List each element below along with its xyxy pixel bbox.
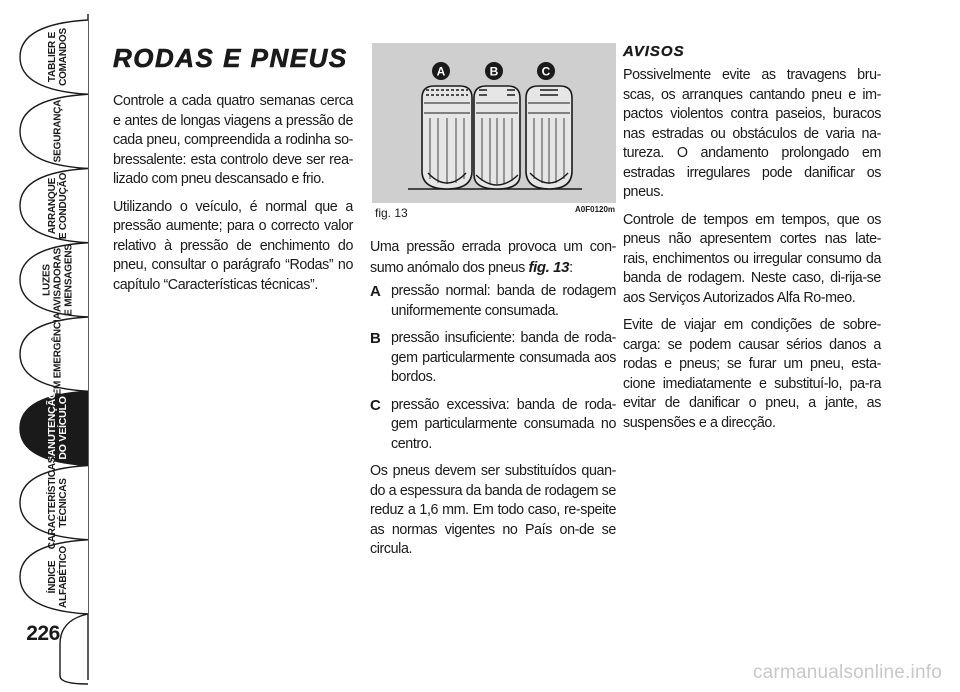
chapter-sidebar bbox=[0, 0, 100, 692]
sidebar-tab-text: MANUTENÇÃO DO VEÍCULO bbox=[46, 391, 69, 466]
label-b: B bbox=[489, 64, 499, 79]
label-a: A bbox=[436, 64, 446, 79]
sidebar-tab-text: TABLIER E COMANDOS bbox=[47, 28, 69, 87]
page-number: 226 bbox=[26, 622, 60, 645]
label-c-badge bbox=[537, 62, 555, 80]
list-letter-b: B bbox=[370, 330, 381, 347]
column-rodas-e-pneus bbox=[113, 42, 353, 303]
figure-reference: fig. 13 bbox=[528, 258, 570, 276]
intro-text: Uma pressão errada provoca um con-sumo anómalo dos pneus bbox=[370, 239, 616, 276]
sidebar-tab-text: ARRANQUE E CONDUÇÃO bbox=[47, 172, 69, 239]
figure-code: A0F0120m bbox=[575, 205, 616, 214]
paragraph-pressure-increase: Utilizando o veículo, é normal que a pressão aumente; para o correcto valor relativo à pressão de enchimento do pneu, consultar o parágrafo “Rodas” no capítulo “Características técnicas”. bbox=[113, 198, 353, 293]
tyre-c-icon bbox=[526, 86, 572, 189]
paragraph-avoid-braking: Possivelmente evite as travagens bru-scas, os arranques cantando pneu e im-pactos violentos contra paseios, buracos nas estradas ou obstáculos de varia na-tureza. O andamento prolongado em estradas irregulares pode danificar os pneus. bbox=[623, 67, 881, 200]
paragraph-pressure-check: Controle a cada quatro semanas cerca e antes de longas viagens a pressão de cada pneu, compreendida a rodinha so-bressalente: esta controlo deve ser rea-lizado com pneu descansado e frio. bbox=[113, 93, 353, 187]
list-item-b bbox=[370, 329, 616, 388]
warnings-title: AVISOS bbox=[623, 43, 685, 60]
list-letter-a: A bbox=[370, 283, 381, 300]
label-c: C bbox=[541, 64, 551, 79]
column-pressure-effects bbox=[370, 238, 616, 568]
list-text-c: pressão excessiva: banda de roda-gem particularmente consumada no centro. bbox=[391, 396, 616, 452]
watermark: carmanualsonline.info bbox=[752, 662, 942, 683]
paragraph-wrong-pressure bbox=[370, 238, 616, 278]
section-title: RODAS E PNEUS bbox=[113, 43, 348, 73]
sidebar-tab-text: SEGURANÇA bbox=[52, 100, 64, 163]
tyre-b-icon bbox=[474, 86, 520, 189]
list-text-b: pressão insuficiente: banda de roda-gem particularmente consumada aos bordos. bbox=[391, 330, 616, 385]
tyre-a-icon bbox=[422, 86, 472, 189]
paragraph-overload: Evite de viajar em condições de sobre-carga: se podem causar sérios danos a rodas e pneus; se furar um pneu, esta-cione imediatamente e substituí-lo, pa-ra evitar de danificar o pneu, a jante, as suspensões e a direcção. bbox=[623, 317, 881, 431]
intro-end: : bbox=[569, 259, 573, 276]
tyre-wear-illustration bbox=[372, 43, 616, 203]
paragraph-check-cuts: Controle de tempos em tempos, que os pneus não apresentem cortes nas late-rais, enchimentos ou irregular consumo da banda de rodagem. Neste caso, di-rija-se aos Serviços Autorizados Alfa Ro-meo. bbox=[623, 211, 881, 306]
label-a-badge bbox=[432, 62, 450, 80]
tyre-wear-figure bbox=[372, 43, 616, 203]
list-item-c bbox=[370, 396, 616, 455]
sidebar-tab-text: LUZES AVISADORAS E MENSAGENS bbox=[41, 244, 75, 316]
paragraph-replacement: Os pneus devem ser substituídos quan-do a espessura da banda de rodagem se reduz a 1,6 mm. Em todo caso, re-speite as normas vigentes no País on-de se circula. bbox=[370, 463, 616, 557]
sidebar-tab-text: CARACTERÍSTICAS TÉCNICAS bbox=[47, 456, 69, 549]
list-text-a: pressão normal: banda de rodagem uniformemente consumada. bbox=[391, 283, 616, 319]
sidebar-tab-text: EM EMERGÊNCIA bbox=[52, 312, 64, 396]
list-item-a bbox=[370, 282, 616, 321]
list-letter-c: C bbox=[370, 396, 381, 414]
figure-caption: fig. 13 bbox=[375, 206, 408, 220]
label-b-badge bbox=[485, 62, 503, 80]
column-avisos bbox=[623, 42, 881, 441]
sidebar-tab-text: ÍNDICE ALFABÉTICO bbox=[47, 545, 69, 608]
